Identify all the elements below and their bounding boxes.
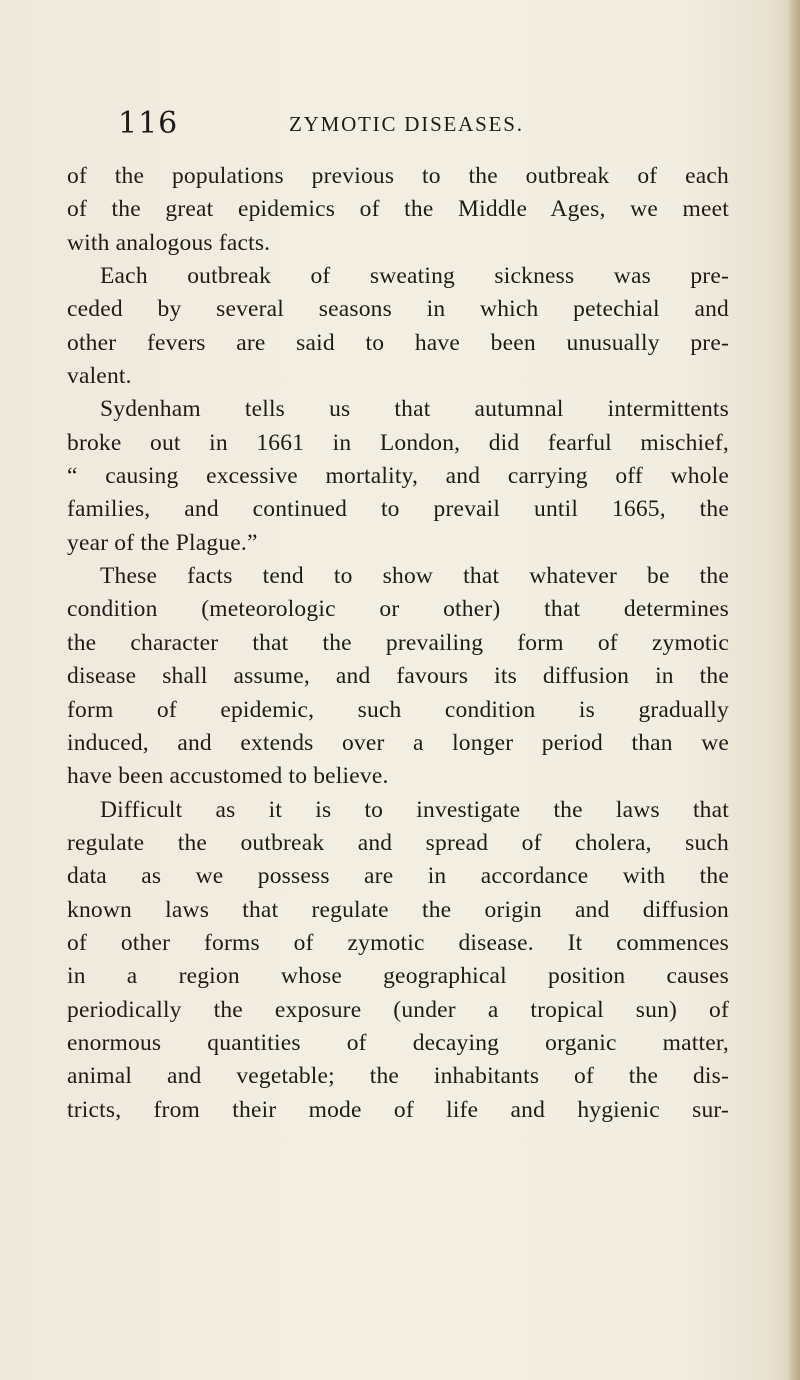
text-line: Difficult as it is to investigate the laws that <box>100 796 729 823</box>
text-line: with analogous facts. <box>67 229 271 256</box>
text-line: in a region whose geographical position causes <box>67 963 729 990</box>
page-edge <box>786 0 800 1380</box>
text-line: condition (meteorologic or other) that determines <box>67 596 729 623</box>
text-line: ceded by several seasons in which petechial and <box>67 296 729 323</box>
body-text <box>67 160 729 1127</box>
text-line: of the populations previous to the outbreak of each <box>67 163 729 189</box>
text-line: data as we possess are in accordance with the <box>67 863 729 890</box>
text-line: of the great epidemics of the Middle Ages, we meet <box>67 196 729 223</box>
text-line: Sydenham tells us that autumnal intermittents <box>100 396 729 423</box>
text-line: valent. <box>67 363 132 390</box>
text-line: “ causing excessive mortality, and carrying off whole <box>67 463 729 490</box>
text-line: tricts, from their mode of life and hygienic sur- <box>67 1096 729 1123</box>
text-line: the character that the prevailing form of zymotic <box>67 629 729 656</box>
text-line: broke out in 1661 in London, did fearful mischief, <box>67 429 729 456</box>
text-line: disease shall assume, and favours its diffusion in the <box>67 663 729 690</box>
page-header <box>118 104 678 144</box>
text-line: Each outbreak of sweating sickness was pre- <box>100 263 729 290</box>
text-line: have been accustomed to believe. <box>67 763 389 790</box>
text-line: periodically the exposure (under a tropical sun) of <box>67 996 729 1023</box>
page-number: 116 <box>118 106 179 141</box>
text-line: other fevers are said to have been unusually pre- <box>67 329 729 356</box>
text-line: form of epidemic, such condition is gradually <box>67 696 729 723</box>
text-line: year of the Plague.” <box>67 529 258 556</box>
text-line: animal and vegetable; the inhabitants of the dis- <box>67 1063 729 1090</box>
text-line: induced, and extends over a longer period than we <box>67 729 729 756</box>
running-head: ZYMOTIC DISEASES. <box>289 112 524 136</box>
text-line: families, and continued to prevail until 1665, the <box>67 496 729 523</box>
text-line: enormous quantities of decaying organic matter, <box>67 1029 729 1056</box>
text-line: known laws that regulate the origin and diffusion <box>67 896 729 923</box>
text-line: regulate the outbreak and spread of cholera, such <box>67 829 729 856</box>
text-line: These facts tend to show that whatever be the <box>100 563 729 590</box>
text-line: of other forms of zymotic disease. It commences <box>67 929 729 956</box>
